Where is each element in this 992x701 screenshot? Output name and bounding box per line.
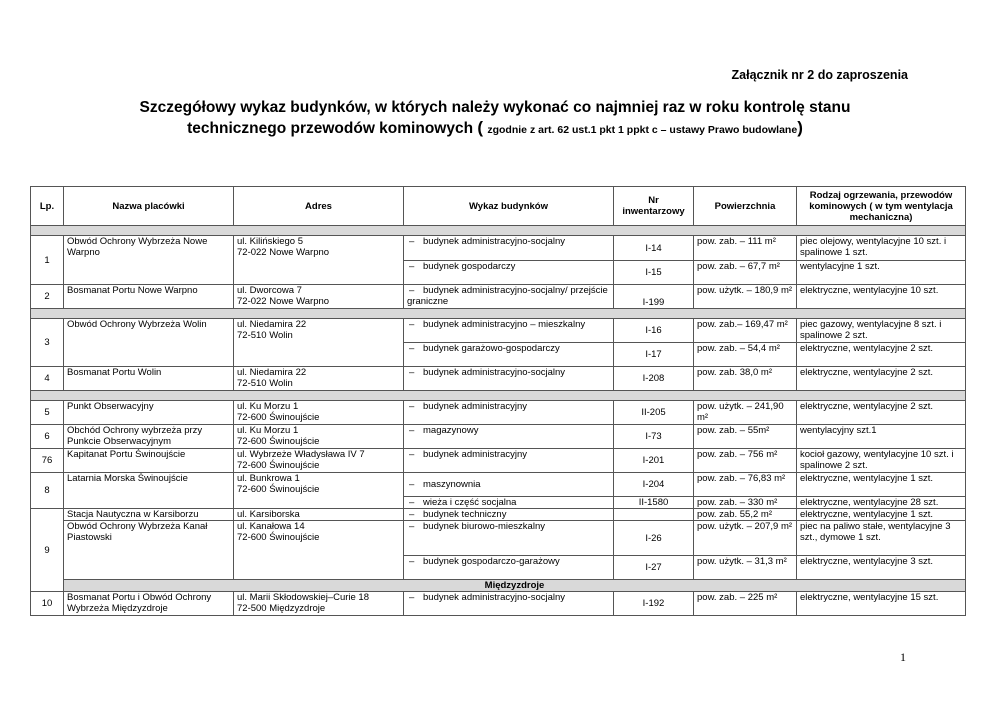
cell-building bbox=[404, 556, 614, 580]
cell-name: Obwód Ochrony Wybrzeża Kanał Piastowski bbox=[64, 521, 234, 580]
building-text: – budynek administracyjno-socjalny bbox=[407, 592, 565, 603]
cell-nr: I-199 bbox=[614, 285, 694, 309]
cell-heating: piec gazowy, wentylacyjne 8 szt. i spalinowe 2 szt. bbox=[797, 319, 966, 343]
cell-building bbox=[404, 509, 614, 521]
cell-area: pow. zab. – 111 m² bbox=[694, 236, 797, 261]
table-row bbox=[31, 401, 966, 425]
table-row bbox=[31, 285, 966, 309]
cell-lp: 5 bbox=[31, 401, 64, 425]
cell-heating: elektryczne, wentylacyjne 3 szt. bbox=[797, 556, 966, 580]
cell-heating: elektryczne, wentylacyjne 28 szt. bbox=[797, 497, 966, 509]
cell-building bbox=[404, 521, 614, 556]
cell-heating: elektryczne, wentylacyjne 1 szt. bbox=[797, 509, 966, 521]
cell-heating: wentylacyjny szt.1 bbox=[797, 425, 966, 449]
cell-address: ul. Karsiborska bbox=[234, 509, 404, 521]
cell-name: Obwód Ochrony Wybrzeża Nowe Warpno bbox=[64, 236, 234, 285]
building-text: – budynek administracyjno – mieszkalny bbox=[407, 319, 585, 330]
cell-building bbox=[404, 497, 614, 509]
cell-lp: 9 bbox=[31, 509, 64, 592]
header-heating: Rodzaj ogrzewania, przewodów kominowych ( w tym wentylacja mechaniczna) bbox=[797, 187, 966, 226]
cell-nr: I-15 bbox=[614, 261, 694, 285]
separator-row bbox=[31, 391, 966, 401]
cell-area: pow. zab.– 169,47 m² bbox=[694, 319, 797, 343]
address-city: 72-600 Świnoujście bbox=[237, 532, 320, 543]
cell-name: Kapitanat Portu Świnoujście bbox=[64, 449, 234, 473]
cell-heating: elektryczne, wentylacyjne 15 szt. bbox=[797, 592, 966, 616]
attachment-label: Załącznik nr 2 do zaproszenia bbox=[731, 68, 908, 82]
cell-address bbox=[234, 473, 404, 509]
cell-address bbox=[234, 236, 404, 285]
cell-area: pow. zab. – 54,4 m² bbox=[694, 343, 797, 367]
document-title bbox=[40, 98, 950, 140]
cell-nr: II-205 bbox=[614, 401, 694, 425]
address-city: 72-500 Międzyzdroje bbox=[237, 603, 326, 614]
cell-building bbox=[404, 236, 614, 261]
title-paren-close: ) bbox=[797, 118, 803, 137]
cell-nr: I-208 bbox=[614, 367, 694, 391]
building-text: – budynek gospodarczy bbox=[407, 261, 515, 272]
cell-address bbox=[234, 401, 404, 425]
cell-area: pow. zab. 55,2 m² bbox=[694, 509, 797, 521]
cell-building bbox=[404, 449, 614, 473]
address-street: ul. Niedamira 22 bbox=[237, 367, 307, 378]
address-street: ul. Kilińskiego 5 bbox=[237, 236, 304, 247]
address-street: ul. Ku Morzu 1 bbox=[237, 425, 299, 436]
address-city: 72-022 Nowe Warpno bbox=[237, 247, 330, 258]
title-line-2-main: technicznego przewodów kominowych bbox=[187, 120, 474, 137]
cell-nr: I-73 bbox=[614, 425, 694, 449]
cell-building bbox=[404, 367, 614, 391]
cell-building bbox=[404, 343, 614, 367]
page-number: 1 bbox=[900, 650, 906, 664]
cell-nr: I-204 bbox=[614, 473, 694, 497]
cell-nr: I-201 bbox=[614, 449, 694, 473]
cell-name: Latarnia Morska Świnoujście bbox=[64, 473, 234, 509]
header-lp: Lp. bbox=[31, 187, 64, 226]
table-row bbox=[31, 473, 966, 497]
separator-row bbox=[31, 309, 966, 319]
address-street: ul. Wybrzeże Władysława IV 7 bbox=[237, 449, 365, 460]
cell-name: Bosmanat Portu Wolin bbox=[64, 367, 234, 391]
title-legal-basis: zgodnie z art. 62 ust.1 pkt 1 ppkt c – ustawy Prawo budowlane bbox=[487, 124, 798, 136]
address-city: 72-600 Świnoujście bbox=[237, 484, 320, 495]
cell-lp: 6 bbox=[31, 425, 64, 449]
address-city: 72-022 Nowe Warpno bbox=[237, 296, 330, 307]
cell-nr: I-26 bbox=[614, 521, 694, 556]
cell-area: pow. zab. – 756 m² bbox=[694, 449, 797, 473]
section-title: Międzyzdroje bbox=[64, 580, 966, 592]
address-city: 72-510 Wolin bbox=[237, 330, 293, 341]
cell-area: pow. zab. – 225 m² bbox=[694, 592, 797, 616]
cell-address bbox=[234, 367, 404, 391]
table-row bbox=[31, 509, 966, 521]
table-row bbox=[31, 367, 966, 391]
cell-address bbox=[234, 425, 404, 449]
cell-lp: 1 bbox=[31, 236, 64, 285]
cell-lp: 10 bbox=[31, 592, 64, 616]
cell-heating: elektryczne, wentylacyjne 10 szt. bbox=[797, 285, 966, 309]
address-city: 72-510 Wolin bbox=[237, 378, 293, 389]
table-row bbox=[31, 425, 966, 449]
cell-building bbox=[404, 401, 614, 425]
cell-lp: 3 bbox=[31, 319, 64, 367]
cell-building bbox=[404, 285, 614, 309]
cell-area: pow. użytk. – 180,9 m² bbox=[694, 285, 797, 309]
cell-heating: elektryczne, wentylacyjne 2 szt. bbox=[797, 367, 966, 391]
table-header-row bbox=[31, 187, 966, 226]
cell-name: Stacja Nautyczna w Karsiborzu bbox=[64, 509, 234, 521]
building-text: – budynek administracyjny bbox=[407, 449, 527, 460]
cell-heating: piec olejowy, wentylacyjne 10 szt. i spalinowe 1 szt. bbox=[797, 236, 966, 261]
address-street: ul. Dworcowa 7 bbox=[237, 285, 302, 296]
building-text: – budynek gospodarczo-garażowy bbox=[407, 556, 560, 567]
building-text: – budynek administracyjny bbox=[407, 401, 527, 412]
cell-name: Punkt Obserwacyjny bbox=[64, 401, 234, 425]
header-address: Adres bbox=[234, 187, 404, 226]
header-name: Nazwa placówki bbox=[64, 187, 234, 226]
cell-nr: I-14 bbox=[614, 236, 694, 261]
cell-address bbox=[234, 449, 404, 473]
cell-building bbox=[404, 261, 614, 285]
cell-area: pow. użytk. – 241,90 m² bbox=[694, 401, 797, 425]
cell-nr: I-17 bbox=[614, 343, 694, 367]
address-street: ul. Kanałowa 14 bbox=[237, 521, 305, 532]
address-city: 72-600 Świnoujście bbox=[237, 460, 320, 471]
table-row bbox=[31, 319, 966, 343]
building-text: – budynek garażowo-gospodarczy bbox=[407, 343, 560, 354]
cell-nr: II-1580 bbox=[614, 497, 694, 509]
cell-building bbox=[404, 425, 614, 449]
cell-area: pow. użytk. – 31,3 m² bbox=[694, 556, 797, 580]
table-row bbox=[31, 236, 966, 261]
address-street: ul. Niedamira 22 bbox=[237, 319, 307, 330]
address-street: ul. Bunkrowa 1 bbox=[237, 473, 300, 484]
cell-name: Obchód Ochrony wybrzeża przy Punkcie Obserwacyjnym bbox=[64, 425, 234, 449]
address-city: 72-600 Świnoujście bbox=[237, 412, 320, 423]
cell-lp: 8 bbox=[31, 473, 64, 509]
cell-address bbox=[234, 521, 404, 580]
cell-name: Bosmanat Portu i Obwód Ochrony Wybrzeża Międzyzdroje bbox=[64, 592, 234, 616]
header-buildings: Wykaz budynków bbox=[404, 187, 614, 226]
cell-name: Obwód Ochrony Wybrzeża Wolin bbox=[64, 319, 234, 367]
cell-heating: elektryczne, wentylacyjne 1 szt. bbox=[797, 473, 966, 497]
building-text: – budynek administracyjno-socjalny/ przejście graniczne bbox=[407, 285, 608, 307]
cell-heating: kocioł gazowy, wentylacyjne 10 szt. i spalinowe 2 szt. bbox=[797, 449, 966, 473]
cell-building bbox=[404, 319, 614, 343]
cell-area: pow. zab. – 76,83 m² bbox=[694, 473, 797, 497]
cell-heating: elektryczne, wentylacyjne 2 szt. bbox=[797, 401, 966, 425]
table-row bbox=[31, 449, 966, 473]
cell-nr bbox=[614, 509, 694, 521]
cell-nr: I-27 bbox=[614, 556, 694, 580]
cell-lp: 2 bbox=[31, 285, 64, 309]
cell-heating: piec na paliwo stałe, wentylacyjne 3 szt., dymowe 1 szt. bbox=[797, 521, 966, 556]
table-row bbox=[31, 521, 966, 556]
cell-building bbox=[404, 473, 614, 497]
cell-area: pow. zab. – 67,7 m² bbox=[694, 261, 797, 285]
address-street: ul. Ku Morzu 1 bbox=[237, 401, 299, 412]
title-line-1: Szczegółowy wykaz budynków, w których należy wykonać co najmniej raz w roku kontrolę stanu bbox=[139, 99, 851, 116]
cell-building bbox=[404, 592, 614, 616]
header-area: Powierzchnia bbox=[694, 187, 797, 226]
cell-heating: elektryczne, wentylacyjne 2 szt. bbox=[797, 343, 966, 367]
title-paren-open: ( bbox=[477, 118, 484, 137]
cell-address bbox=[234, 592, 404, 616]
cell-address bbox=[234, 319, 404, 367]
address-city: 72-600 Świnoujście bbox=[237, 436, 320, 447]
building-text: – budynek techniczny bbox=[407, 509, 506, 520]
cell-lp: 76 bbox=[31, 449, 64, 473]
cell-name: Bosmanat Portu Nowe Warpno bbox=[64, 285, 234, 309]
section-row bbox=[31, 580, 966, 592]
building-text: – budynek administracyjno-socjalny bbox=[407, 367, 565, 378]
cell-area: pow. użytk. – 207,9 m² bbox=[694, 521, 797, 556]
table-row bbox=[31, 592, 966, 616]
cell-area: pow. zab. – 55m² bbox=[694, 425, 797, 449]
building-text: – budynek biurowo-mieszkalny bbox=[407, 521, 545, 532]
separator-row bbox=[31, 226, 966, 236]
cell-address bbox=[234, 285, 404, 309]
building-text: – wieża i część socjalna bbox=[407, 497, 516, 508]
cell-lp: 4 bbox=[31, 367, 64, 391]
cell-nr: I-192 bbox=[614, 592, 694, 616]
building-text: – maszynownia bbox=[407, 479, 481, 490]
building-text: – budynek administracyjno-socjalny bbox=[407, 236, 565, 247]
cell-heating: wentylacyjne 1 szt. bbox=[797, 261, 966, 285]
title-line-2 bbox=[40, 118, 950, 140]
header-nr: Nr inwentarzowy bbox=[614, 187, 694, 226]
address-street: ul. Marii Skłodowskiej–Curie 18 bbox=[237, 592, 369, 603]
building-text: – magazynowy bbox=[407, 425, 478, 436]
cell-nr: I-16 bbox=[614, 319, 694, 343]
cell-area: pow. zab. – 330 m² bbox=[694, 497, 797, 509]
buildings-table bbox=[30, 186, 966, 616]
cell-area: pow. zab. 38,0 m² bbox=[694, 367, 797, 391]
